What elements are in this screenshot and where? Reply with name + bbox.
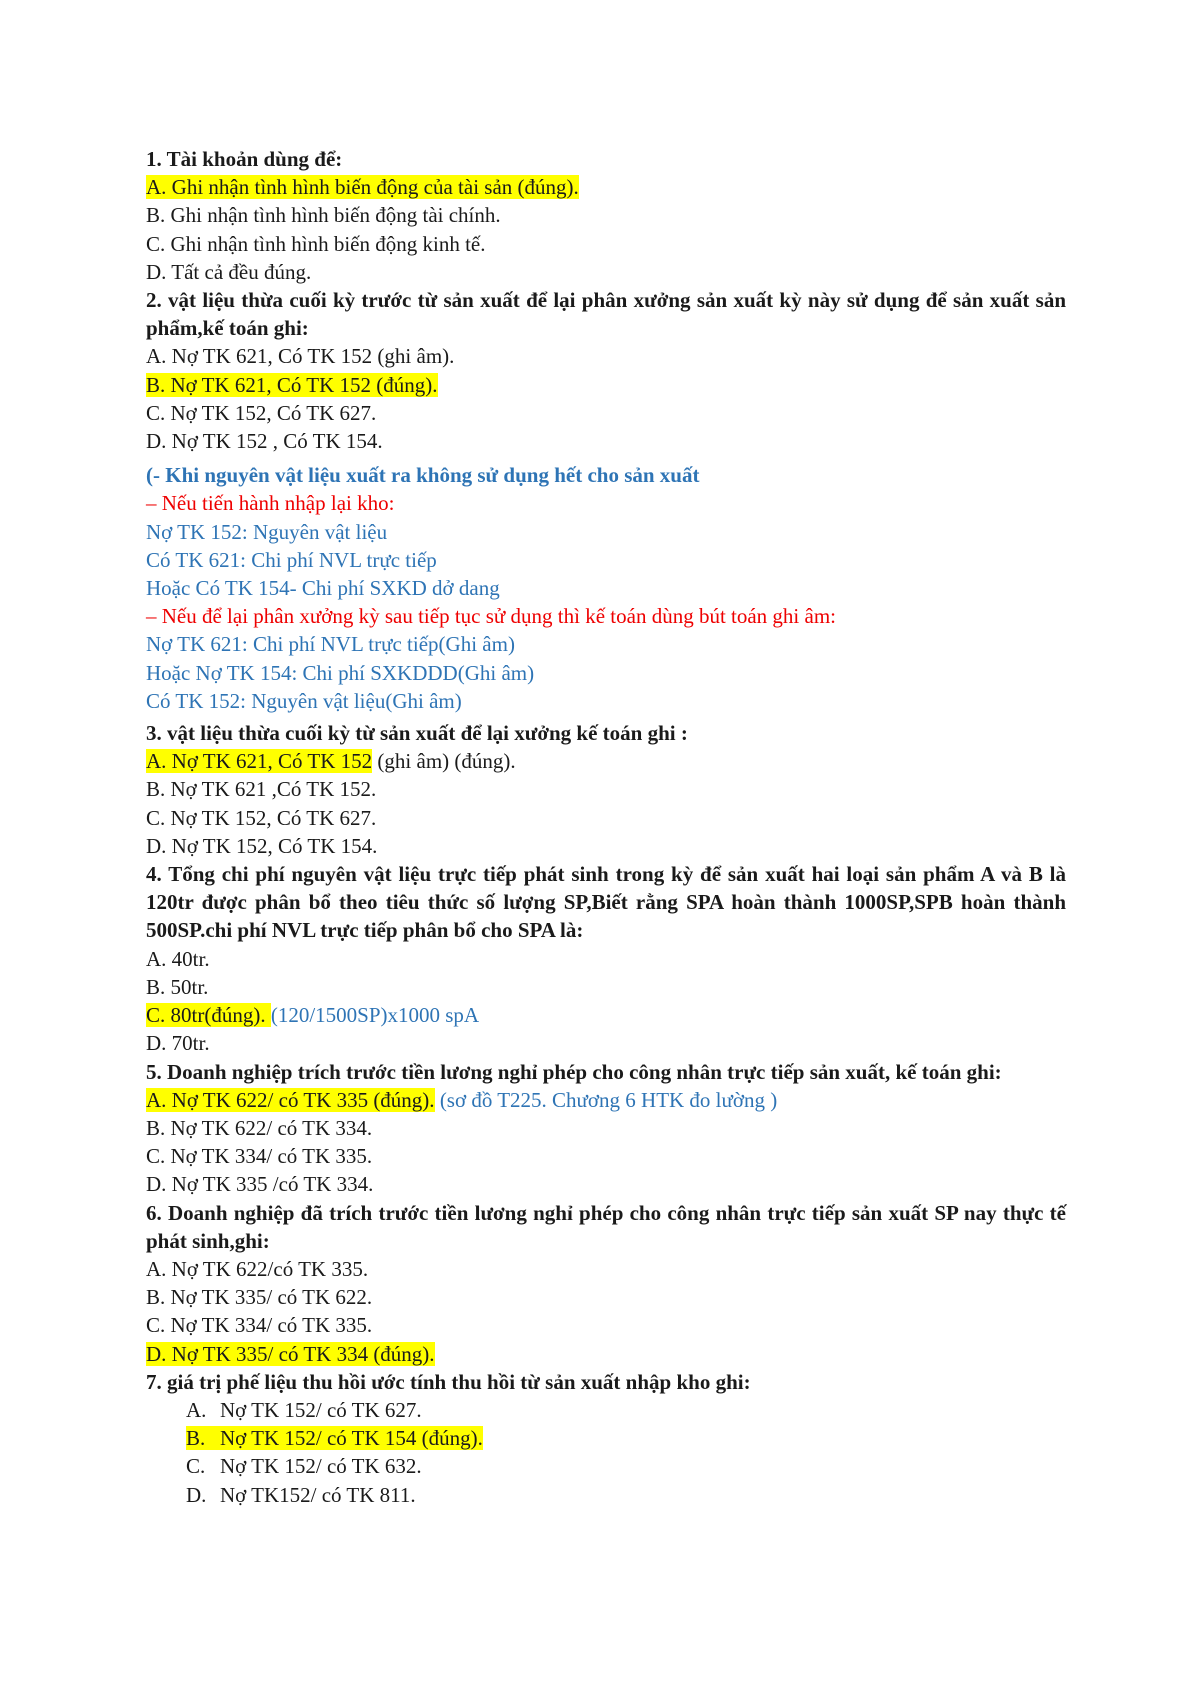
correct-answer-highlight: D. Nợ TK 335/ có TK 334 (đúng). [146, 1341, 435, 1366]
note-blue-line-2: Có TK 621: Chi phí NVL trực tiếp [146, 547, 437, 572]
question-2-option-a: A. Nợ TK 621, Có TK 152 (ghi âm). [146, 344, 455, 369]
question-1-option-a [146, 173, 1066, 201]
question-7-option-d [146, 1481, 1066, 1509]
question-5-option-a [146, 1086, 1066, 1114]
question-2-title: 2. vật liệu thừa cuối kỳ trước từ sản xuất để lại phân xưởng sản xuất kỳ này sử dụng để sản xuất sản phẩm,kế toán ghi: [146, 288, 1066, 341]
option-text: Nợ TK152/ có TK 811. [220, 1482, 416, 1507]
note-heading: (- Khi nguyên vật liệu xuất ra không sử dụng hết cho sản xuất [146, 463, 700, 488]
question-6-title: 6. Doanh nghiệp đã trích trước tiền lương nghỉ phép cho công nhân trực tiếp sản xuất SP nay thực tế phát sinh,ghi: [146, 1200, 1066, 1253]
note-red-line-1: – Nếu tiến hành nhập lại kho: [146, 491, 395, 516]
option-label: A. [186, 1397, 207, 1422]
correct-answer-highlight: A. Nợ TK 621, Có TK 152 [146, 749, 373, 774]
question-3-option-d: D. Nợ TK 152, Có TK 154. [146, 833, 378, 858]
question-4-option-d: D. 70tr. [146, 1031, 210, 1056]
question-3-option-a [146, 747, 1066, 775]
question-1-option-d: D. Tất cả đều đúng. [146, 259, 312, 284]
question-6-option-c: C. Nợ TK 334/ có TK 335. [146, 1313, 373, 1338]
note-blue-line-5: Hoặc Nợ TK 154: Chi phí SXKDDD(Ghi âm) [146, 660, 535, 685]
correct-answer-highlight [186, 1426, 483, 1450]
question-4-calculation-note: (120/1500SP)x1000 spA [270, 1003, 480, 1028]
question-7-title: 7. giá trị phế liệu thu hồi ước tính thu hồi từ sản xuất nhập kho ghi: [146, 1369, 751, 1394]
option-label: B. [186, 1426, 206, 1451]
correct-answer-highlight: A. Ghi nhận tình hình biến động của tài sản (đúng). [146, 175, 579, 200]
note-red-line-2: – Nếu để lại phân xưởng kỳ sau tiếp tục sử dụng thì kế toán dùng bút toán ghi âm: [146, 604, 837, 629]
question-5-option-c: C. Nợ TK 334/ có TK 335. [146, 1144, 373, 1169]
question-1-title: 1. Tài khoản dùng để: [146, 147, 343, 171]
question-6-option-a: A. Nợ TK 622/có TK 335. [146, 1256, 369, 1281]
correct-answer-highlight: C. 80tr(đúng). [146, 1003, 271, 1028]
question-5-option-d: D. Nợ TK 335 /có TK 334. [146, 1172, 374, 1197]
question-7-option-a [146, 1396, 1066, 1424]
question-2-option-c: C. Nợ TK 152, Có TK 627. [146, 400, 377, 425]
note-blue-line-3: Hoặc Có TK 154- Chi phí SXKD dở dang [146, 576, 500, 601]
question-4-option-a: A. 40tr. [146, 946, 210, 971]
question-5-reference-note: (sơ đồ T225. Chương 6 HTK đo lường ) [434, 1087, 778, 1112]
question-3-option-c: C. Nợ TK 152, Có TK 627. [146, 805, 377, 830]
option-text: Nợ TK 152/ có TK 627. [220, 1397, 422, 1422]
question-3-option-b: B. Nợ TK 621 ,Có TK 152. [146, 777, 377, 802]
question-5-option-b: B. Nợ TK 622/ có TK 334. [146, 1115, 373, 1140]
question-2-option-b [146, 371, 1066, 399]
question-3-title: 3. vật liệu thừa cuối kỳ từ sản xuất để lại xưởng kế toán ghi : [146, 721, 688, 746]
question-6-option-d [146, 1340, 1066, 1368]
question-4-title: 4. Tổng chi phí nguyên vật liệu trực tiếp phát sinh trong kỳ để sản xuất hai loại sản phẩm A và B là 120tr được phân bổ theo tiêu thức số lượng SP,Biết rằng SPA hoàn thành 1000SP,SPB hoàn thành 500SP.chi phí NVL trực tiếp phân bổ cho SPA là: [146, 862, 1066, 943]
note-blue-line-4: Nợ TK 621: Chi phí NVL trực tiếp(Ghi âm) [146, 632, 515, 657]
question-2-option-d: D. Nợ TK 152 , Có TK 154. [146, 429, 383, 454]
question-4-option-b: B. 50tr. [146, 974, 209, 999]
question-1-option-b: B. Ghi nhận tình hình biến động tài chính. [146, 203, 501, 228]
question-7-option-c [146, 1452, 1066, 1480]
question-4-option-c [146, 1001, 1066, 1029]
option-label: D. [186, 1482, 207, 1507]
note-blue-line-6: Có TK 152: Nguyên vật liệu(Ghi âm) [146, 688, 462, 713]
question-5-title: 5. Doanh nghiệp trích trước tiền lương nghỉ phép cho công nhân trực tiếp sản xuất, kế toán ghi: [146, 1059, 1002, 1084]
option-text: Nợ TK 152/ có TK 632. [220, 1454, 422, 1479]
note-blue-line-1: Nợ TK 152: Nguyên vật liệu [146, 519, 388, 544]
question-7-option-b [146, 1424, 1066, 1452]
question-6-option-b: B. Nợ TK 335/ có TK 622. [146, 1285, 373, 1310]
question-1-option-c: C. Ghi nhận tình hình biến động kinh tế. [146, 231, 486, 256]
option-label: C. [186, 1454, 206, 1479]
document-page [146, 145, 1066, 1509]
question-3-option-a-rest: (ghi âm) (đúng). [372, 749, 516, 774]
correct-answer-highlight: B. Nợ TK 621, Có TK 152 (đúng). [146, 372, 438, 397]
correct-answer-highlight: A. Nợ TK 622/ có TK 335 (đúng). [146, 1087, 435, 1112]
option-text: Nợ TK 152/ có TK 154 (đúng). [220, 1426, 483, 1451]
